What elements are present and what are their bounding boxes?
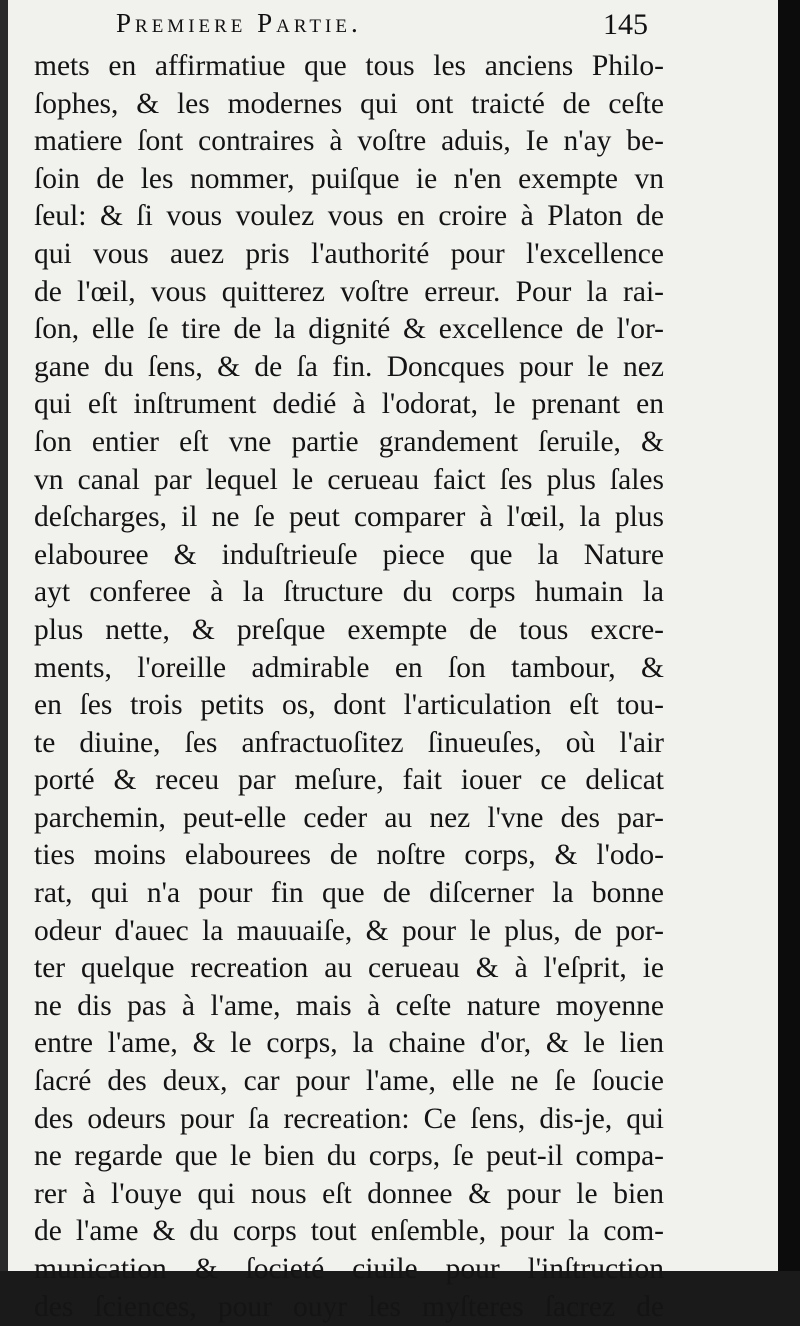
text-line: rat, qui n'a pour fin que de diſcerner la bonne (34, 877, 664, 910)
text-line: ties moins elabourees de noſtre corps, & l'odo- (34, 839, 664, 872)
text-line: parchemin, peut-elle ceder au nez l'vne des par- (34, 801, 664, 834)
text-line: de l'œil, vous quitterez voſtre erreur. Pour la rai- (34, 275, 664, 308)
text-line: ments, l'oreille admirable en ſon tambour, & (34, 651, 664, 684)
body-text (34, 48, 664, 1326)
text-line: plus nette, & preſque exempte de tous excre- (34, 613, 664, 646)
text-line: en ſes trois petits os, dont l'articulation eſt tou- (34, 689, 664, 722)
text-line: rer à l'ouye qui nous eſt donnee & pour le bien (34, 1177, 664, 1210)
left-page-edge (0, 0, 8, 1271)
text-line: ayt conferee à la ſtructure du corps humain la (34, 576, 664, 609)
text-line: de l'ame & du corps tout enſemble, pour la com- (34, 1215, 664, 1248)
text-line: ſoin de les nommer, puiſque ie n'en exempte vn (34, 162, 664, 195)
text-line: ſon entier eſt vne partie grandement ſeruile, & (34, 425, 664, 458)
text-line: porté & receu par meſure, fait iouer ce delicat (34, 764, 664, 797)
book-page (8, 0, 778, 1323)
text-line: des ſciences, pour ouyr les myſteres ſacrez de (34, 1290, 664, 1323)
text-line: munication & ſocieté ciuile pour l'inſtruction (34, 1253, 664, 1285)
text-line: elabouree & induſtrieuſe piece que la Nature (34, 538, 664, 571)
running-head: Premiere Partie. (116, 8, 362, 38)
text-line: ſacré des deux, car pour l'ame, elle ne ſe ſoucie (34, 1065, 664, 1098)
text-line: ne regarde que le bien du corps, ſe peut-il compa- (34, 1140, 664, 1173)
text-line: entre l'ame, & le corps, la chaine d'or, & le lien (34, 1027, 664, 1060)
text-line: mets en affirmatiue que tous les anciens Philo- (34, 50, 664, 82)
page-number: 145 (603, 8, 648, 41)
text-line: odeur d'auec la mauuaiſe, & pour le plus, de por- (34, 914, 664, 947)
text-line: qui vous auez pris l'authorité pour l'excellence (34, 237, 664, 270)
text-line: gane du ſens, & de ſa fin. Doncques pour le nez (34, 350, 664, 383)
text-line: des odeurs pour ſa recreation: Ce ſens, dis-je, qui (34, 1102, 664, 1135)
text-line: deſcharges, il ne ſe peut comparer à l'œil, la plus (34, 501, 664, 534)
text-line: ne dis pas à l'ame, mais à ceſte nature moyenne (34, 989, 664, 1022)
text-line: qui eſt inſtrument dedié à l'odorat, le prenant en (34, 388, 664, 421)
page-header (108, 8, 648, 42)
right-page-edge (778, 0, 800, 1271)
text-line: te diuine, ſes anfractuoſitez ſinueuſes, où l'air (34, 726, 664, 759)
text-line: matiere ſont contraires à voſtre aduis, Ie n'ay be- (34, 125, 664, 158)
text-line: ſophes, & les modernes qui ont traicté de ceſte (34, 87, 664, 120)
text-line: vn canal par lequel le cerueau faict ſes plus ſales (34, 463, 664, 496)
text-line: ter quelque recreation au cerueau & à l'eſprit, ie (34, 952, 664, 985)
text-line: ſeul: & ſi vous voulez vous en croire à Platon de (34, 200, 664, 233)
text-line: ſon, elle ſe tire de la dignité & excellence de l'or- (34, 313, 664, 346)
